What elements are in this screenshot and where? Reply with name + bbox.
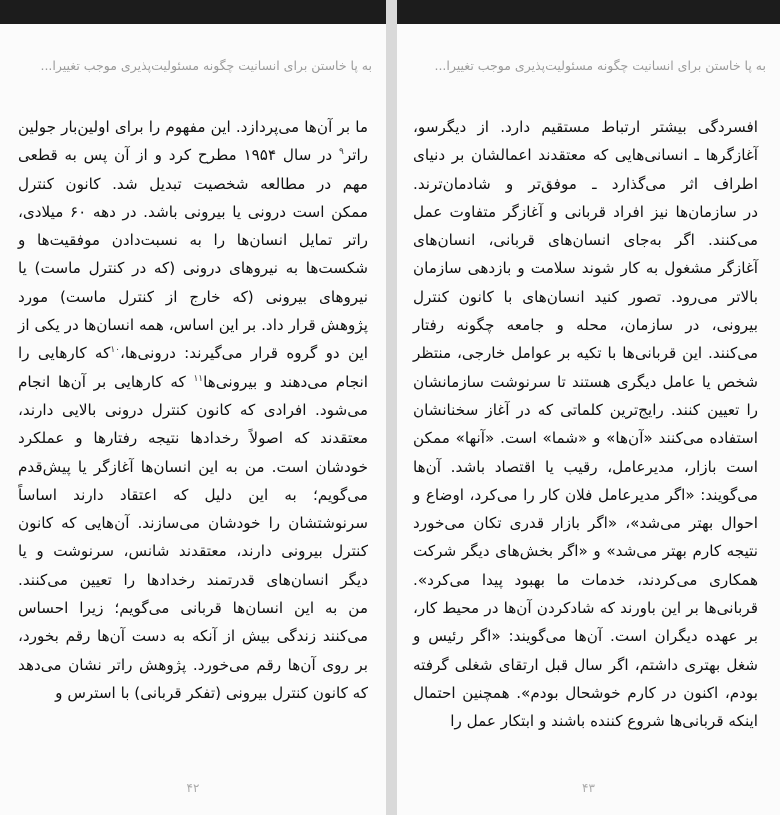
- top-bar: [397, 0, 780, 24]
- text-line: شخص یا عامل دیگری هستند تا سرنوشت سازمانشان: [413, 372, 758, 391]
- line-suffix: که کارهایی بر آن‌ها انجام: [18, 372, 186, 391]
- running-header: به پا خاستن برای انسانیت چگونه مسئولیت‌پذیری موجب تغییرا...: [40, 58, 372, 73]
- text-line: آغازگر مشغول به کار شوند سلامت و بازدهی سازمان: [413, 259, 758, 278]
- text-line: ما بر آن‌ها می‌پردازد. این مفهوم را برای اولین‌بار جولین: [18, 118, 368, 136]
- page-number: ۴۲: [186, 781, 200, 795]
- line-text: این دو گروه قرار می‌گیرند: درونی‌ها،: [119, 344, 369, 363]
- page-body-text: [18, 113, 368, 707]
- text-line: اطراف اثر می‌گذارد ـ موفق‌تر و شادمان‌ترند.: [413, 174, 758, 193]
- left-page: [0, 0, 386, 815]
- text-line: در سازمان‌ها نیز افراد قربانی و آغازگر متفاوت عمل: [413, 202, 758, 221]
- line-text: انجام می‌دهند و بیرونی‌ها: [203, 372, 369, 391]
- running-header: به پا خاستن برای انسانیت چگونه مسئولیت‌پذیری موجب تغییرا...: [434, 58, 766, 73]
- text-line: می‌گویم؛ به این دلیل که اعتقاد دارند اساساً: [18, 485, 368, 504]
- text-line: بودم، اکنون در کارم خوشحال بودم». همچنین احتمال: [413, 683, 758, 702]
- text-line: استفاده می‌کنند «آن‌ها» و «شما» است. «آنها» ممکن: [413, 429, 758, 448]
- text-line: نتیجه کارم بهتر می‌شد» و «اگر بخش‌های دیگر شرکت: [413, 542, 758, 561]
- text-line: می‌گویند: «اگر مدیرعامل فلان کار را می‌کرد، اوضاع و: [413, 485, 758, 504]
- text-line: [18, 368, 368, 396]
- text-line: می‌کنند زندگی بیش از آنکه به دست آن‌ها رقم بخورد،: [18, 627, 368, 646]
- text-line: معتقدند که اصولاً رخدادها نتیجه رفتارها و عملکرد: [18, 429, 368, 448]
- text-line: بالاتر می‌رود. تصور کنید انسان‌های با کانون کنترل: [413, 287, 758, 306]
- text-line: [18, 339, 368, 367]
- text-line: کنترل بیرونی دارند، معتقدند شانس، سرنوشت و یا: [18, 542, 368, 561]
- text-line: است بازار، مدیرعامل، رقیب یا اقتصاد باشد. آن‌ها: [413, 457, 758, 476]
- footnote-marker: ۱۱: [193, 373, 204, 384]
- line-prefix: راتر: [343, 146, 369, 165]
- text-line: اینکه قربانی‌ها شروع کننده باشند و ابتکار عمل را: [450, 712, 758, 731]
- text-line: می‌کنند. اگر به‌جای انسان‌های قربانی، انسان‌های: [413, 231, 758, 250]
- text-line: بر روی آن‌ها رقم می‌خورد. پژوهش راتر نشان می‌دهد: [18, 655, 368, 674]
- text-line: ممکن است درونی یا بیرونی باشد. در دهه ۶۰ میلادی،: [18, 202, 368, 221]
- line-text: در سال ۱۹۵۴ مطرح کرد و از آن پس به قطعی: [18, 146, 333, 165]
- text-line: خودشان است. من به این انسان‌ها آغازگر یا پیش‌قدم: [18, 457, 368, 476]
- page-number: ۴۳: [582, 781, 595, 795]
- page-body-text: [413, 113, 758, 736]
- text-line: پژوهش قرار داد. بر این اساس، همه انسان‌ها در یکی از: [18, 316, 368, 335]
- text-line: همکاری می‌کردند، خدمات ما بهبود پیدا می‌کرد».: [413, 570, 758, 589]
- text-line: من به این انسان‌ها قربانی می‌گویم؛ زیرا احساس: [18, 599, 368, 618]
- text-line: قربانی‌ها بر این باورند که شادکردن آن‌ها در محیط کار،: [413, 599, 758, 618]
- text-line: شغل بهتری داشتم، اگر سال قبل ارتقای شغلی گرفته: [413, 655, 758, 674]
- footnote-marker: ۱۰: [110, 345, 120, 356]
- text-line: [18, 141, 368, 169]
- text-line: دیگر انسان‌های قدرتمند رخدادها را تعیین می‌کنند.: [18, 570, 368, 589]
- text-line: احوال بهتر می‌شد»، «اگر بازار قدری تکان می‌خورد: [413, 514, 758, 533]
- text-line: سرنوشتشان را خودشان می‌سازند. آن‌هایی که کانون: [18, 514, 368, 533]
- right-page: [397, 0, 780, 815]
- text-line: شکست‌ها به نیروهای درونی (که در کنترل ماست) یا: [18, 259, 368, 278]
- text-line: راتر تمایل انسان‌ها را به نسبت‌دادن موفقیت‌ها و: [18, 231, 368, 250]
- text-line: که کانون کنترل بیرونی (تفکر قربانی) با استرس و: [55, 683, 368, 702]
- text-line: مهم در مطالعه شخصیت تبدیل شد. کانون کنترل: [18, 174, 368, 193]
- text-line: آغازگرها ـ انسانی‌هایی که معتقدند اعمالشان بر دنیای: [413, 146, 758, 165]
- top-bar: [0, 0, 386, 24]
- text-line: می‌شود. افرادی که کانون کنترل درونی بالایی دارند،: [18, 400, 368, 419]
- text-line: را تعیین کنند. رایج‌ترین کلماتی که در آغاز سخنانشان: [413, 400, 758, 419]
- text-line: می‌کنند. این قربانی‌ها با تکیه بر عوامل خارجی، منتظر: [413, 344, 758, 363]
- text-line: بیرونی، در سازمان، محله و جامعه چگونه رفتار: [413, 316, 758, 335]
- footnote-marker: ۹: [339, 147, 344, 158]
- line-suffix: که کارهایی را: [18, 344, 111, 363]
- text-line: نیروهای بیرونی (که خارج از کنترل ماست) مورد: [18, 287, 368, 306]
- text-line: بر عهده دیگران است. آن‌ها می‌گویند: «اگر رئیس و: [413, 627, 758, 646]
- text-line: افسردگی بیشتر ارتباط مستقیم دارد. از دیگرسو،: [413, 118, 758, 136]
